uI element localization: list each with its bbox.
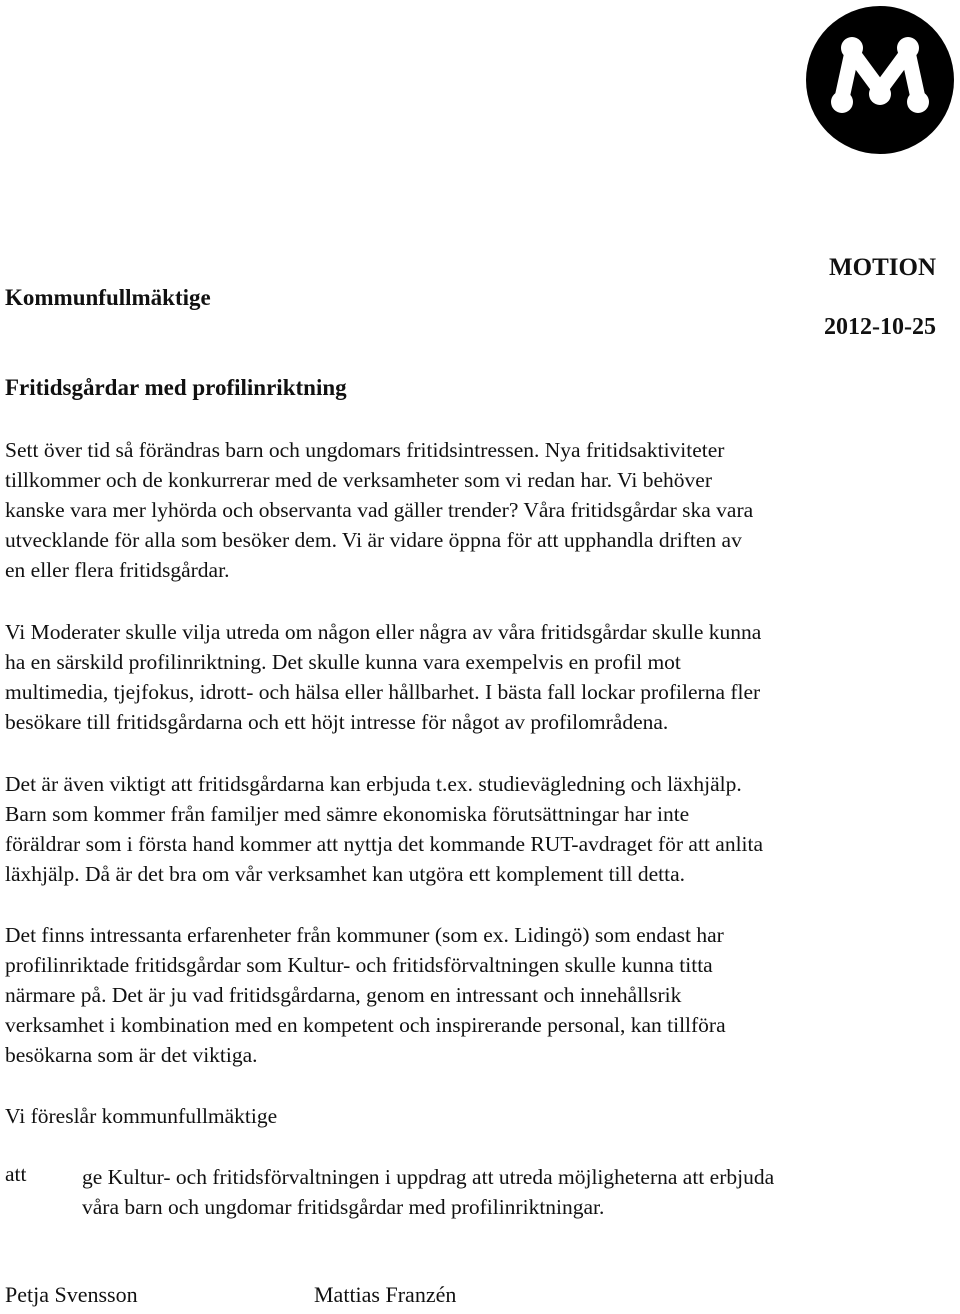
paragraph-profile: [5, 617, 941, 737]
paragraph-line: en eller flera fritidsgårdar.: [5, 558, 230, 582]
paragraph-line: besökare till fritidsgårdarna och ett höjt intresse för något av profilområdena.: [5, 710, 669, 734]
signature-first: Petja Svensson: [5, 1282, 138, 1307]
paragraph-line: Det är även viktigt att fritidsgårdarna kan erbjuda t.ex. studievägledning och läxhjälp.: [5, 772, 742, 796]
paragraph-line: profilinriktade fritidsgårdar som Kultur- och fritidsförvaltningen skulle kunna titta: [5, 953, 713, 977]
paragraph-line: föräldrar som i första hand kommer att nyttja det kommande RUT-avdraget för att anlita: [5, 832, 764, 856]
paragraph-line: multimedia, tjejfokus, idrott- och hälsa eller hållbarhet. I bästa fall lockar profilerna fler: [5, 680, 761, 704]
paragraph-line: Vi Moderater skulle vilja utreda om någon eller några av våra fritidsgårdar skulle kunna: [5, 620, 762, 644]
paragraph-line: ha en särskild profilinriktning. Det skulle kunna vara exempelvis en profil mot: [5, 650, 681, 674]
moderaterna-logo: [806, 6, 954, 154]
signature-second: Mattias Franzén: [314, 1282, 457, 1307]
paragraph-line: Vi föreslår kommunfullmäktige: [5, 1104, 278, 1128]
paragraph-line: läxhjälp. Då är det bra om vår verksamhet kan utgöra ett komplement till detta.: [5, 862, 686, 886]
paragraph-line: Sett över tid så förändras barn och ungdomars fritidsintressen. Nya fritidsaktiviteter: [5, 438, 725, 462]
paragraph-line: Det finns intressanta erfarenheter från kommuner (som ex. Lidingö) som endast har: [5, 923, 724, 947]
document-type: MOTION: [829, 254, 936, 281]
paragraph-line: tillkommer och de konkurrerar med de verksamheter som vi redan har. Vi behöver: [5, 468, 712, 492]
document-title: Fritidsgårdar med profilinriktning: [5, 375, 347, 400]
paragraph-line: besökarna som är det viktiga.: [5, 1043, 258, 1067]
paragraph-line: verksamhet i kombination med en kompetent och inspirerande personal, kan tillföra: [5, 1013, 726, 1037]
proposal-label: att: [5, 1162, 27, 1186]
paragraph-line: utvecklande för alla som besöker dem. Vi är vidare öppna för att upphandla driften av: [5, 528, 742, 552]
proposal-line: våra barn och ungdomar fritidsgårdar med profilinriktningar.: [82, 1195, 605, 1219]
proposal-text: [82, 1162, 774, 1222]
paragraph-line: närmare på. Det är ju vad fritidsgårdarna, genom en intressant och innehållsrik: [5, 983, 682, 1007]
document-date: 2012-10-25: [824, 314, 936, 340]
paragraph-line: kanske vara mer lyhörda och observanta vad gäller trender? Våra fritidsgårdar ska vara: [5, 498, 754, 522]
proposal-line: ge Kultur- och fritidsförvaltningen i uppdrag att utreda möjligheterna att erbjuda: [82, 1165, 775, 1189]
paragraph-line: Barn som kommer från familjer med sämre ekonomiska förutsättningar har inte: [5, 802, 690, 826]
paragraph-intro: [5, 435, 941, 585]
paragraph-experiences: [5, 920, 941, 1070]
paragraph-homework-help: [5, 769, 941, 889]
recipient: Kommunfullmäktige: [5, 285, 211, 310]
paragraph-proposal-intro: [5, 1101, 941, 1131]
